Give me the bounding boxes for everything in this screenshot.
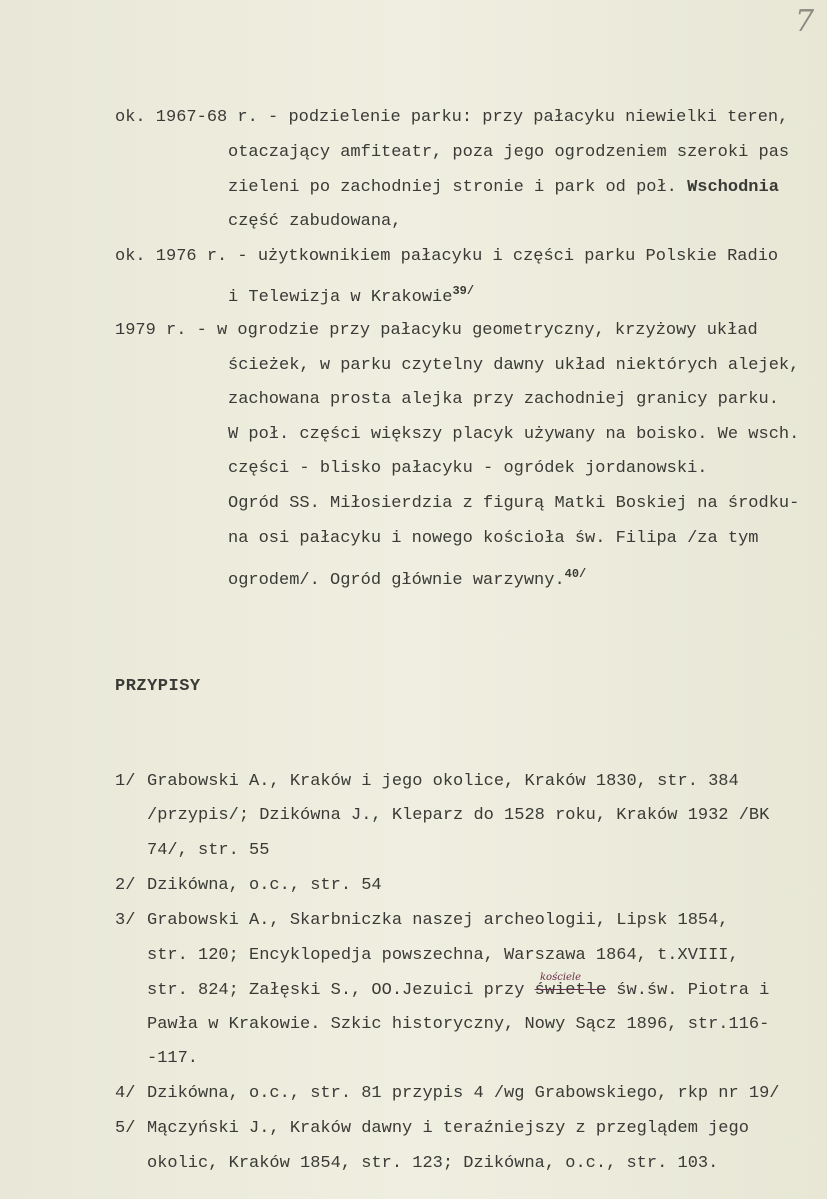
entry-line: w ogrodzie przy pałacyku geometryczny, krzyżowy układ	[217, 321, 758, 340]
entry-line: i Telewizja w Krakowie	[228, 288, 453, 307]
footnote-line: Dzikówna, o.c., str. 54	[147, 876, 382, 895]
entry-line: ogrodem/. Ogród głównie warzywny.	[228, 571, 565, 590]
footnote-number: 1/	[115, 772, 136, 791]
footnote-line: Grabowski A., Skarbniczka naszej archeologii, Lipsk 1854,	[147, 911, 729, 930]
entry-line: ścieżek, w parku czytelny dawny układ niektórych alejek,	[228, 356, 800, 375]
footnote-line: Pawła w Krakowie. Szkic historyczny, Nowy Sącz 1896, str.116-	[147, 1015, 770, 1034]
footnote-line: okolic, Kraków 1854, str. 123; Dzikówna, o.c., str. 103.	[147, 1154, 719, 1173]
footnote-ref: 40/	[564, 567, 587, 581]
footnote-number: 5/	[115, 1119, 136, 1138]
entry-label: 1979 r. -	[115, 321, 207, 340]
footnotes-heading: PRZYPISY	[115, 677, 201, 696]
entry-line: użytkownikiem pałacyku i części parku Polskie Radio	[257, 247, 779, 266]
footnote-line: -117.	[147, 1049, 199, 1068]
footnote-number: 2/	[115, 876, 136, 895]
entry-label: ok. 1967-68 r. -	[115, 108, 279, 127]
footnote-line: Mączyński J., Kraków dawny i teraźniejszy z przeglądem jego	[147, 1119, 749, 1138]
entry-line: Ogród SS. Miłosierdzia z figurą Matki Boskiej na środku-	[228, 494, 800, 513]
entry-line: podzielenie parku: przy pałacyku niewielki teren,	[288, 108, 789, 127]
entry-line: zachowana prosta alejka przy zachodniej granicy parku.	[228, 390, 779, 409]
page-number: 7	[795, 4, 815, 39]
footnote-line: str. 120; Encyklopedja powszechna, Warszawa 1864, t.XVIII,	[147, 946, 739, 965]
entry-line: otaczający amfiteatr, poza jego ogrodzeniem szeroki pas	[228, 143, 790, 162]
entry-label: ok. 1976 r. -	[115, 247, 248, 266]
footnote-line: św.św. Piotra i	[606, 981, 770, 1000]
entry-line: W poł. części większy placyk używany na boisko. We wsch.	[228, 425, 800, 444]
entry-line: zieleni po zachodniej stronie i park od poł.	[228, 178, 688, 197]
footnote-line: Grabowski A., Kraków i jego okolice, Kraków 1830, str. 384	[147, 772, 739, 791]
footnote-number: 4/	[115, 1084, 136, 1103]
struck-word: świetle	[534, 981, 607, 1000]
entry-line: część zabudowana,	[228, 212, 402, 231]
handwritten-correction: kościele	[540, 972, 582, 983]
footnote-ref: 39/	[452, 284, 475, 298]
footnote-line: 74/, str. 55	[147, 841, 270, 860]
footnote-number: 3/	[115, 911, 136, 930]
handwritten-correction: Wschodnia	[687, 178, 779, 197]
footnote-line: str. 824; Załęski S., OO.Jezuici przy	[147, 981, 535, 1000]
footnote-line: /przypis/; Dzikówna J., Kleparz do 1528 roku, Kraków 1932 /BK	[147, 806, 770, 825]
entry-line: na osi pałacyku i nowego kościoła św. Filipa /za tym	[228, 529, 759, 548]
footnote-line: Dzikówna, o.c., str. 81 przypis 4 /wg Grabowskiego, rkp nr 19/	[147, 1084, 780, 1103]
entry-line: części - blisko pałacyku - ogródek jordanowski.	[228, 459, 708, 478]
